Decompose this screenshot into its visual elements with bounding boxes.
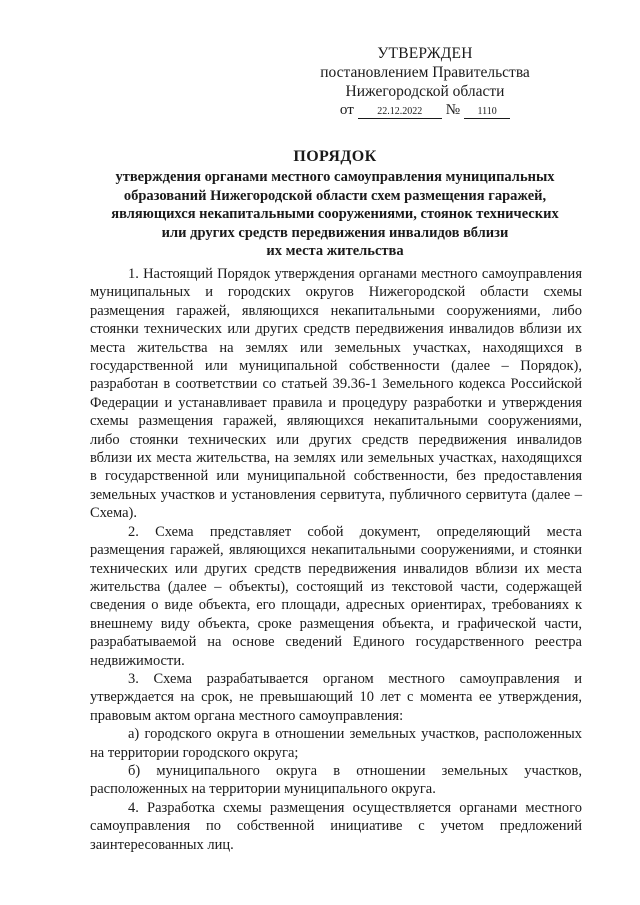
- approval-stamp-block: [300, 44, 550, 120]
- paragraph-2: 2. Схема представляет собой документ, определяющий места размещения гаражей, являющихся некапитальными сооружениями, и стоянки технических или других средств передвижения инвалидов вблизи их места жительства (далее – объекты), состоящий из текстовой части, содержащей сведения о виде объекта, его площади, адресных ориентирах, требованиях к внешнему виду объекта, сроке размещения объекта, и графической части, разрабатываемой на основе сведений Единого государственного реестра недвижимости.: [90, 523, 582, 669]
- paragraph-3a: а) городского округа в отношении земельных участков, расположенных на территории городского округа;: [90, 726, 582, 761]
- approval-number: 1110: [464, 105, 510, 119]
- subtitle-line: утверждения органами местного самоуправления муниципальных: [115, 169, 555, 185]
- paragraph-1: 1. Настоящий Порядок утверждения органами местного самоуправления муниципальных и городских округов Нижегородской области схемы размещения гаражей, являющихся некапитальными сооружениями, либо стоянки технических или других средств передвижения инвалидов вблизи их места жительства на землях или земельных участках, находящихся в государственной или муниципальной собственности (далее – Порядок), разработан в соответствии со статьей 39.36-1 Земельного кодекса Российской Федерации и устанавливает правила и процедуру разработки и утверждения схемы размещения гаражей, являющихся некапитальными сооружениями, либо стоянки технических или других средств передвижения инвалидов вблизи их места жительства, на землях или земельных участках, находящихся в государственной или муниципальной собственности, без предоставления земельных участков и установления сервитута, публичного сервитута (далее – Схема).: [90, 266, 582, 522]
- subtitle-line: образований Нижегородской области схем размещения гаражей,: [123, 187, 547, 204]
- date-prefix: от: [339, 102, 354, 118]
- paragraph-4: 4. Разработка схемы размещения осуществляется органами местного самоуправления по собственной инициативе с учетом предложений заинтересованных лиц.: [90, 799, 582, 853]
- approval-line-2: Нижегородской области: [345, 83, 505, 100]
- subtitle-line: или других средств передвижения инвалидов вблизи: [161, 224, 509, 241]
- paragraph-3b: б) муниципального округа в отношении земельных участков, расположенных на территории муниципального округа.: [90, 762, 582, 798]
- document-subtitle: [90, 168, 580, 261]
- approval-date: 22.12.2022: [358, 105, 442, 119]
- number-prefix: №: [445, 102, 461, 118]
- approval-line-1: постановлением Правительства: [320, 64, 530, 81]
- subtitle-line: являющихся некапитальными сооружениями, стоянок технических: [111, 206, 559, 223]
- approval-date-line: [300, 101, 550, 120]
- subtitle-line: их места жительства: [266, 243, 404, 260]
- document-body: [90, 265, 582, 854]
- document-title: ПОРЯДОК: [293, 148, 377, 165]
- paragraph-3: 3. Схема разрабатывается органом местного самоуправления и утверждается на срок, не превышающий 10 лет с момента ее утверждения, правовым актом органа местного самоуправления:: [90, 670, 582, 724]
- approval-title: УТВЕРЖДЕН: [377, 45, 473, 62]
